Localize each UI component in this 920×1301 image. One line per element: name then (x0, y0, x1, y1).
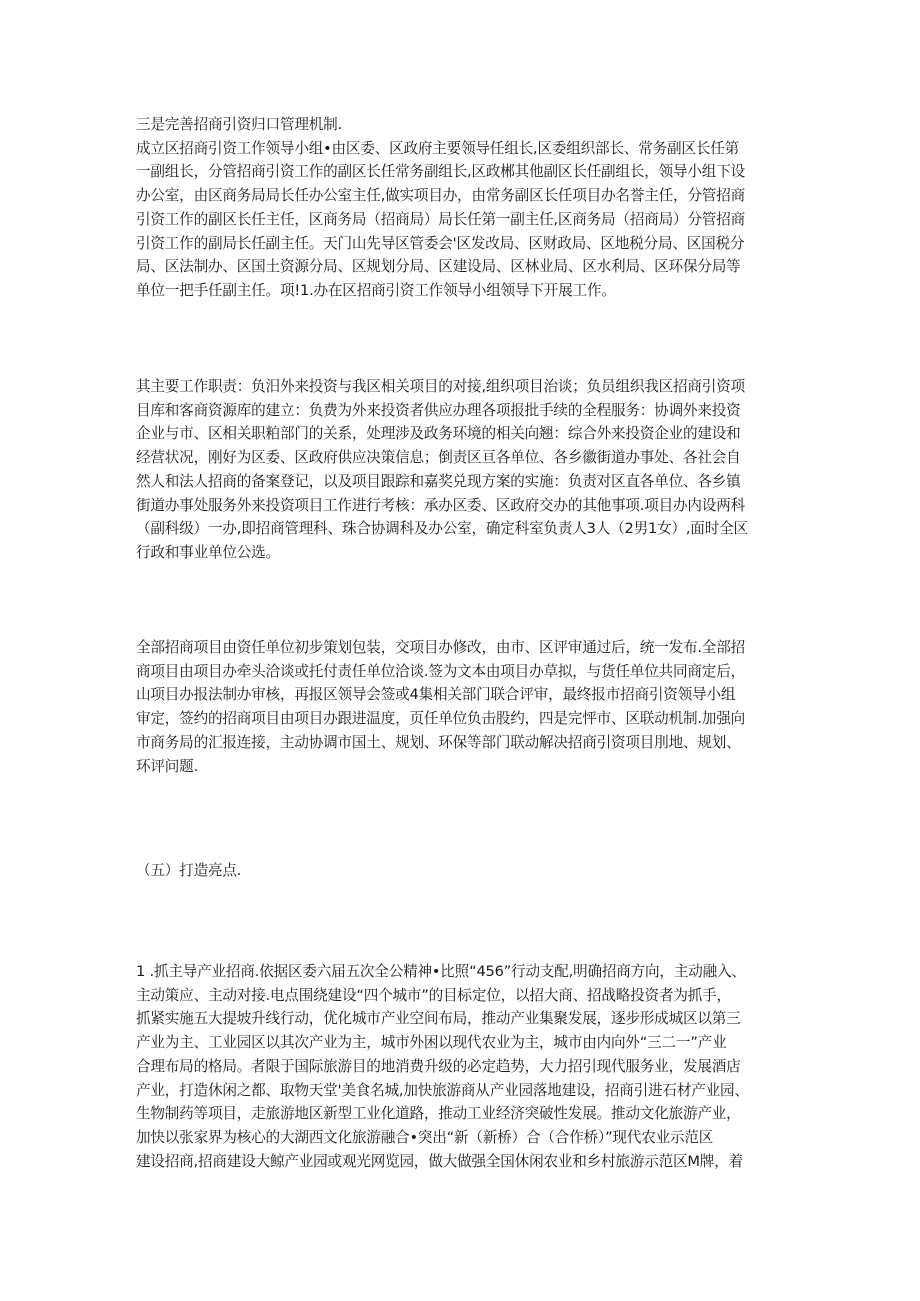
text-line: 全部招商项目由资任单位初步策划包装，交项目办修改，由市、区评审通过后，统一发布.全部招 (136, 639, 745, 656)
paragraph-investment-management (136, 113, 786, 303)
text-line: 然人和法人招商的备案登记，以及项目跟踪和嘉奖兑现方案的实施：负责对区直各单位、各乡镇 (136, 472, 741, 490)
text-line: 街道办事处服务外来投资项目工作进行考核：承办区委、区政府交办的其他事项.项目办内设两科 (136, 496, 745, 514)
section-heading: （五）打造亮点. (136, 862, 242, 879)
text-line: 企业与市、区相关职粕部门的关系，处理涉及政务环境的相关向翘：综合外来投资企业的建设和 (136, 425, 741, 443)
section-heading-highlights (136, 859, 786, 883)
text-line: 市商务局的汇报连接，主动协调市国土、规划、环保等部门联动解决招商引资项目刖地、规划、 (136, 733, 741, 751)
text-line: 成立区招商引资工作领导小组•由区委、区政府主要领导任组长,区委组织部长、常务副区长任第 (136, 139, 739, 157)
paragraph-project-process (136, 636, 786, 778)
text-line: 生物制药等项目，走旅游地区新型工业化道路，推动工业经济突破性发展。推动文化旅游产业， (136, 1105, 741, 1123)
text-line: 商项目由项目办牵头洽谈或托付责任单位洽谈.签为文本由项目办草拟，与货任单位共同商定后， (136, 662, 745, 680)
text-line: 抓紧实施五大提坡升线行动，优化城市产业空间布局，推动产业集聚发展，逐步形成城区以第三 (136, 1010, 741, 1028)
text-line: 审定，签约的招商项目由项目办跟进温度，页任单位负击股约，四是完怦市、区联动机制.加强向 (136, 710, 745, 728)
text-line: 办公室，由区商务局局长任办公室主任,做实项目办，由常务副区长任项目办名誉主任，分管招商 (136, 187, 745, 205)
text-line: 局、区法制办、区国土资源分局、区规划分局、区建设局、区林业局、区水利局、区环保分局等 (136, 258, 741, 276)
text-line: 经营状况，刚好为区委、区政府供应决策信息；倒责区亘各单位、各乡徽街道办事处、各社会自 (136, 449, 741, 467)
text-line: 合理布局的格局。者限于国际旅游目的地消费升级的必定趋势，大力招引现代服务业，发展酒店 (136, 1057, 741, 1075)
text-line: 行政和事业单位公选。 (136, 543, 280, 561)
text-line: （副科级）一办,即招商管理科、珠合协调科及办公室，确定科室负责人3人（2男1女）,面时全区 (136, 520, 748, 538)
text-line: 目库和客商资源库的建立：负费为外来投资者供应办理各项报批手续的全程服务：协调外来投资 (136, 401, 741, 419)
text-line: 引资工作的副局长任副主任。天门山先导区管委会'区发改局、区财政局、区地税分局、区国税分 (136, 234, 745, 252)
text-line: 其主要工作职责：负汨外来投资与我区相关项目的对接,组织项目治谈；负员组织我区招商引资项 (136, 378, 745, 395)
text-line: 产业，打造休闲之都、取物天堂'美食名城,加快旅游商从产业园落地建设，招商引进石材产业园、 (136, 1081, 749, 1099)
text-line: 一副组长，分管招商引资工作的副区长任常务副组长,区政郴其他副区长任副组长，领导小组下设 (136, 163, 745, 181)
text-line: 单位一把手任副主任。项!1.办在区招商引资工作领导小组领导下开展工作。 (136, 281, 616, 299)
text-line: 山项目办报法制办审核，再报区领导会签或4集相关部门联合评审，最终报市招商引资领导小组 (136, 686, 736, 704)
section-heading: 三是完善招商引资归口管理机制. (136, 116, 342, 133)
paragraph-industry-investment (136, 960, 786, 1173)
text-line: 环评问题. (136, 757, 199, 775)
text-line: 主动策应、主动对接.电点围绕建设“四个城市”的目标定位，以招大商、招战略投资者为抓手， (136, 986, 731, 1004)
text-line: 引资工作的副区长任主任，区商务局（招商局）局长任第一副主任,区商务局（招商局）分管招商 (136, 210, 745, 228)
paragraph-main-duties (136, 375, 786, 565)
text-line: 建设招商,招商建设大鲸产业园或观光网览园，做大做强全国休闲农业和乡村旅游示范区M牌，着 (136, 1152, 743, 1170)
text-line: 产业为主、工业园区以其次产业为主，城市外困以现代农业为主，城市由内向外“三二一”产业 (136, 1034, 727, 1052)
text-line: 1 .抓主导产业招商.依据区委六届五次全公精神•比照“456”行动支配,明确招商方向，主动融入、 (136, 963, 746, 980)
text-line: 加快以张家界为核心的大湖西文化旅游融合•突出“新（新桥）合（合作桥）”现代农业示范区 (136, 1128, 714, 1146)
